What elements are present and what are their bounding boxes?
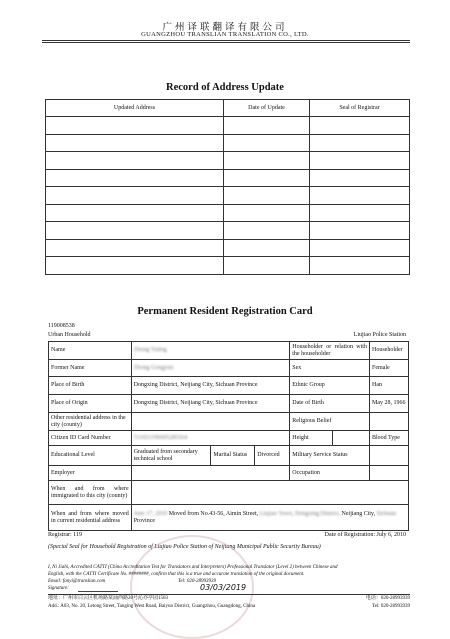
address-cn: 地址：广州市白云区机场路棠涌西路20号沁亦亭园1503 bbox=[48, 596, 169, 601]
handwritten-date: 03/03/2019 bbox=[200, 583, 247, 592]
moved-district: Dongxing District, bbox=[295, 510, 341, 517]
field-label: Height bbox=[290, 431, 333, 446]
field-label: Date of Birth bbox=[290, 395, 370, 413]
household-type: Urban Household bbox=[48, 332, 91, 338]
table-row bbox=[46, 222, 410, 240]
column-header: Updated Address bbox=[46, 100, 224, 117]
field-label: Blood Type bbox=[369, 431, 408, 446]
field-label: Military Service Status bbox=[290, 446, 370, 466]
field-label: Place of Birth bbox=[49, 377, 132, 395]
registration-date: Date of Registration: July 6, 2010 bbox=[324, 532, 406, 538]
moved-town: Liujiao Town, bbox=[259, 510, 294, 517]
address-record-table bbox=[45, 99, 410, 275]
company-name-en: GUANGZHOU TRANSLIAN TRANSLATION CO., LTD. bbox=[141, 31, 309, 38]
moved-province: Province bbox=[133, 517, 156, 524]
place-of-birth-value: Dongxing District, Neijiang City, Sichuan Province bbox=[131, 377, 290, 395]
id-value: 511021196605285564 bbox=[131, 431, 290, 446]
education-value: Graduated from secondary technical school bbox=[131, 446, 211, 466]
moved-date: June 17, 2010 bbox=[133, 510, 168, 517]
field-label: Place of Origin bbox=[49, 395, 132, 413]
field-label: Name bbox=[49, 342, 132, 360]
occupation-value bbox=[369, 466, 408, 481]
header-rule bbox=[42, 40, 410, 41]
field-label: When and from where moved in current residential address bbox=[49, 505, 132, 531]
card-title: Permanent Resident Registration Card bbox=[137, 306, 313, 317]
footer-rule bbox=[48, 594, 410, 595]
signature-mark bbox=[78, 584, 118, 592]
relation-value: Householder bbox=[369, 342, 408, 360]
certification-statement bbox=[48, 565, 410, 579]
field-label: Former Name bbox=[49, 360, 132, 377]
table-row bbox=[46, 204, 410, 222]
field-label: Householder or relation with the householder bbox=[290, 342, 370, 360]
table-row bbox=[46, 117, 410, 135]
moved-province-name: Sichuan bbox=[376, 510, 396, 517]
religious-value bbox=[369, 413, 408, 431]
signature-label: Signature: bbox=[48, 586, 69, 591]
table-row bbox=[46, 257, 410, 275]
tel: Tel: 020-28993939 bbox=[178, 579, 217, 584]
field-label: Employer bbox=[49, 466, 132, 481]
moved-city: Neijiang City, bbox=[341, 510, 376, 517]
field-label: Marital Status bbox=[211, 446, 255, 466]
certification-line: English, with the CATTI Certificate No. ########, confirm that this is a true and accurate translation of the original document. bbox=[48, 571, 305, 577]
height-value bbox=[333, 431, 370, 446]
field-label: Other residential address in the city (county) bbox=[49, 413, 132, 431]
column-header: Seal of Registrar bbox=[310, 100, 410, 117]
card-number: 119008538 bbox=[48, 323, 75, 329]
table-row bbox=[46, 187, 410, 205]
sex-value: Female bbox=[369, 360, 408, 377]
header-rule bbox=[42, 42, 410, 43]
table-row bbox=[46, 152, 410, 170]
email: Email: fanyi@translian.com bbox=[48, 579, 106, 584]
certification-line: I, Ni Jiahi, Accredited CATTI (China Accreditation Test for Translators and Interpreters) Professional Translator (Level 2) between Chinese and bbox=[48, 565, 338, 570]
tel-en: Tel: 020-28993939 bbox=[371, 604, 410, 609]
field-label: Religious Belief bbox=[290, 413, 370, 431]
address-en: Add.: A03, No. 20, Letong Street, Tanging West Road, Baiyun District, Guangzhou, Guangdong, China bbox=[48, 604, 256, 609]
former-name-value: Zhong Gongyun bbox=[131, 360, 290, 377]
phone-cn: 电话：020-28993939 bbox=[365, 596, 410, 601]
table-row bbox=[46, 134, 410, 152]
moved-value bbox=[131, 505, 408, 531]
marital-value: Divorced bbox=[255, 446, 290, 466]
field-label: Sex bbox=[290, 360, 370, 377]
field-label: Citizen ID Card Number bbox=[49, 431, 132, 446]
address-record-title: Record of Address Update bbox=[166, 82, 284, 93]
moved-text: Moved from No.43-56, Aimin Street, bbox=[168, 510, 259, 517]
field-label: Ethnic Group bbox=[290, 377, 370, 395]
resident-card-table bbox=[48, 341, 409, 531]
company-name-cn: 广州译联翻译有限公司 bbox=[162, 23, 288, 33]
ethnic-value: Han bbox=[369, 377, 408, 395]
police-station: Liujiao Police Station bbox=[353, 332, 406, 338]
military-value bbox=[369, 446, 408, 466]
field-label: Occupation bbox=[290, 466, 370, 481]
column-header: Date of Update bbox=[224, 100, 310, 117]
registrar: Registrar: 119 bbox=[48, 532, 82, 538]
immigration-value bbox=[131, 481, 408, 505]
place-of-origin-value: Dongxing District, Neijiang City, Sichuan Province bbox=[131, 395, 290, 413]
employer-value bbox=[131, 466, 290, 481]
seal-note: (Special Seal for Household Registration of Liujiao Police Station of Neijiang Municipal Public Security Bureau) bbox=[48, 544, 321, 550]
dob-value: May 28, 1966 bbox=[369, 395, 408, 413]
field-label: When and from where immigrated to this city (county) bbox=[49, 481, 132, 505]
table-row bbox=[46, 169, 410, 187]
table-row bbox=[46, 239, 410, 257]
field-label: Educational Level bbox=[49, 446, 132, 466]
name-value: Zhong Yuling bbox=[131, 342, 290, 360]
other-address-value bbox=[131, 413, 290, 431]
